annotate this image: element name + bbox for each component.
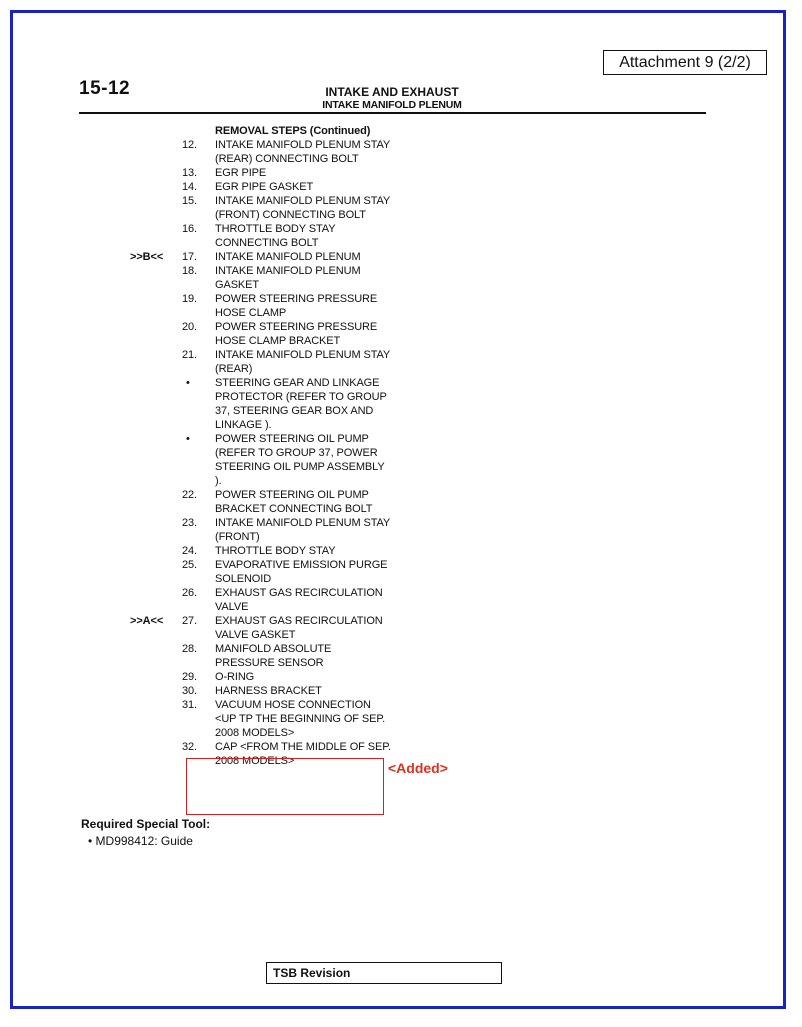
step-number: 16. (182, 223, 197, 235)
step-number: 31. (182, 699, 197, 711)
step-marker (130, 432, 182, 488)
step-text: HARNESS BRACKET (215, 685, 322, 697)
tsb-revision-label: TSB Revision (266, 962, 502, 984)
step-text: INTAKE MANIFOLD PLENUM (215, 251, 361, 263)
step-marker (130, 516, 182, 544)
step-marker (130, 264, 182, 292)
section-title: INTAKE AND EXHAUST (325, 85, 459, 99)
step-text: MANIFOLD ABSOLUTE PRESSURE SENSOR (215, 643, 332, 669)
step-number: 25. (182, 559, 197, 571)
step-text: EXHAUST GAS RECIRCULATION VALVE (215, 587, 383, 613)
step-marker (130, 138, 182, 166)
step-marker (130, 712, 182, 740)
removal-steps (130, 124, 430, 768)
step-text: O-RING (215, 671, 255, 683)
step-marker (130, 586, 182, 614)
step-number: 20. (182, 321, 197, 333)
step-marker: >>A<< (130, 615, 164, 627)
added-highlight-box (186, 758, 384, 815)
step-marker (130, 376, 182, 432)
step-text: INTAKE MANIFOLD PLENUM GASKET (215, 265, 361, 291)
step-17 (130, 250, 430, 264)
step-marker (130, 348, 182, 376)
step-text: POWER STEERING PRESSURE HOSE CLAMP BRACKET (215, 321, 378, 347)
step-31-note (130, 712, 430, 740)
step-number: 24. (182, 545, 197, 557)
step-number: 29. (182, 671, 197, 683)
step-number: 28. (182, 643, 197, 655)
step-text: EGR PIPE GASKET (215, 181, 314, 193)
attachment-label: Attachment 9 (2/2) (603, 50, 767, 75)
step-number: 27. (182, 615, 197, 627)
step-number: 18. (182, 265, 197, 277)
page-number: 15-12 (79, 78, 131, 99)
step-text: POWER STEERING OIL PUMP BRACKET CONNECTING BOLT (215, 489, 373, 515)
step-23 (130, 516, 430, 544)
step-22 (130, 488, 430, 516)
step-25 (130, 558, 430, 586)
step-text: EVAPORATIVE EMISSION PURGE SOLENOID (215, 559, 388, 585)
step-text: STEERING GEAR AND LINKAGE PROTECTOR (REFER TO GROUP 37, STEERING GEAR BOX AND LINKAGE ). (215, 377, 387, 431)
step-marker (130, 642, 182, 670)
step-marker (130, 698, 182, 712)
header-divider (79, 112, 706, 114)
step-text: POWER STEERING OIL PUMP (REFER TO GROUP 37, POWER STEERING OIL PUMP ASSEMBLY ). (215, 433, 385, 487)
added-annotation: <Added> (388, 760, 448, 776)
step-number: 19. (182, 293, 197, 305)
step-bullet-oil-pump (130, 432, 430, 488)
step-26 (130, 586, 430, 614)
special-tool-heading: Required Special Tool: (81, 817, 211, 831)
step-14 (130, 180, 430, 194)
step-text: EXHAUST GAS RECIRCULATION VALVE GASKET (215, 615, 383, 641)
step-24 (130, 544, 430, 558)
step-20 (130, 320, 430, 348)
step-number: 14. (182, 181, 197, 193)
step-number (182, 712, 215, 740)
step-number: 15. (182, 195, 197, 207)
step-16 (130, 222, 430, 250)
step-text: INTAKE MANIFOLD PLENUM STAY (REAR) CONNECTING BOLT (215, 139, 390, 165)
step-number: 17. (182, 251, 197, 263)
removal-steps-title: REMOVAL STEPS (Continued) (215, 125, 371, 137)
section-subtitle: INTAKE MANIFOLD PLENUM (322, 99, 462, 111)
special-tool-item: • MD998412: Guide (88, 834, 193, 848)
step-number: 21. (182, 349, 197, 361)
step-text: POWER STEERING PRESSURE HOSE CLAMP (215, 293, 378, 319)
step-text: EGR PIPE (215, 167, 267, 179)
step-marker (130, 670, 182, 684)
step-text: CAP <FROM THE MIDDLE OF SEP. 2008 MODELS> (215, 741, 391, 767)
step-marker (130, 558, 182, 586)
step-28 (130, 642, 430, 670)
step-marker (130, 166, 182, 180)
step-text: <UP TP THE BEGINNING OF SEP. 2008 MODELS> (215, 713, 386, 739)
step-text: INTAKE MANIFOLD PLENUM STAY (FRONT) (215, 517, 390, 543)
step-30 (130, 684, 430, 698)
step-text: INTAKE MANIFOLD PLENUM STAY (REAR) (215, 349, 390, 375)
step-31 (130, 698, 430, 712)
step-number: 22. (182, 489, 197, 501)
step-bullet-steering-gear (130, 376, 430, 432)
step-marker (130, 320, 182, 348)
step-marker (130, 684, 182, 698)
step-marker (130, 222, 182, 250)
step-13 (130, 166, 430, 180)
step-18 (130, 264, 430, 292)
bullet-icon: • (186, 377, 190, 389)
step-number: 12. (182, 139, 197, 151)
step-21 (130, 348, 430, 376)
step-number: 30. (182, 685, 197, 697)
step-marker (130, 194, 182, 222)
step-text: THROTTLE BODY STAY CONNECTING BOLT (215, 223, 336, 249)
step-marker (130, 544, 182, 558)
step-12 (130, 138, 430, 166)
step-marker (130, 740, 182, 768)
step-number: 26. (182, 587, 197, 599)
step-29 (130, 670, 430, 684)
step-15 (130, 194, 430, 222)
step-number: 32. (182, 741, 197, 753)
step-marker (130, 292, 182, 320)
step-27 (130, 614, 430, 642)
step-marker (130, 180, 182, 194)
step-text: THROTTLE BODY STAY (215, 545, 336, 557)
step-number: 13. (182, 167, 197, 179)
step-number: 23. (182, 517, 197, 529)
step-marker: >>B<< (130, 251, 164, 263)
step-text: INTAKE MANIFOLD PLENUM STAY (FRONT) CONNECTING BOLT (215, 195, 390, 221)
step-19 (130, 292, 430, 320)
bullet-icon: • (186, 433, 190, 445)
step-text: VACUUM HOSE CONNECTION (215, 699, 371, 711)
step-marker (130, 488, 182, 516)
